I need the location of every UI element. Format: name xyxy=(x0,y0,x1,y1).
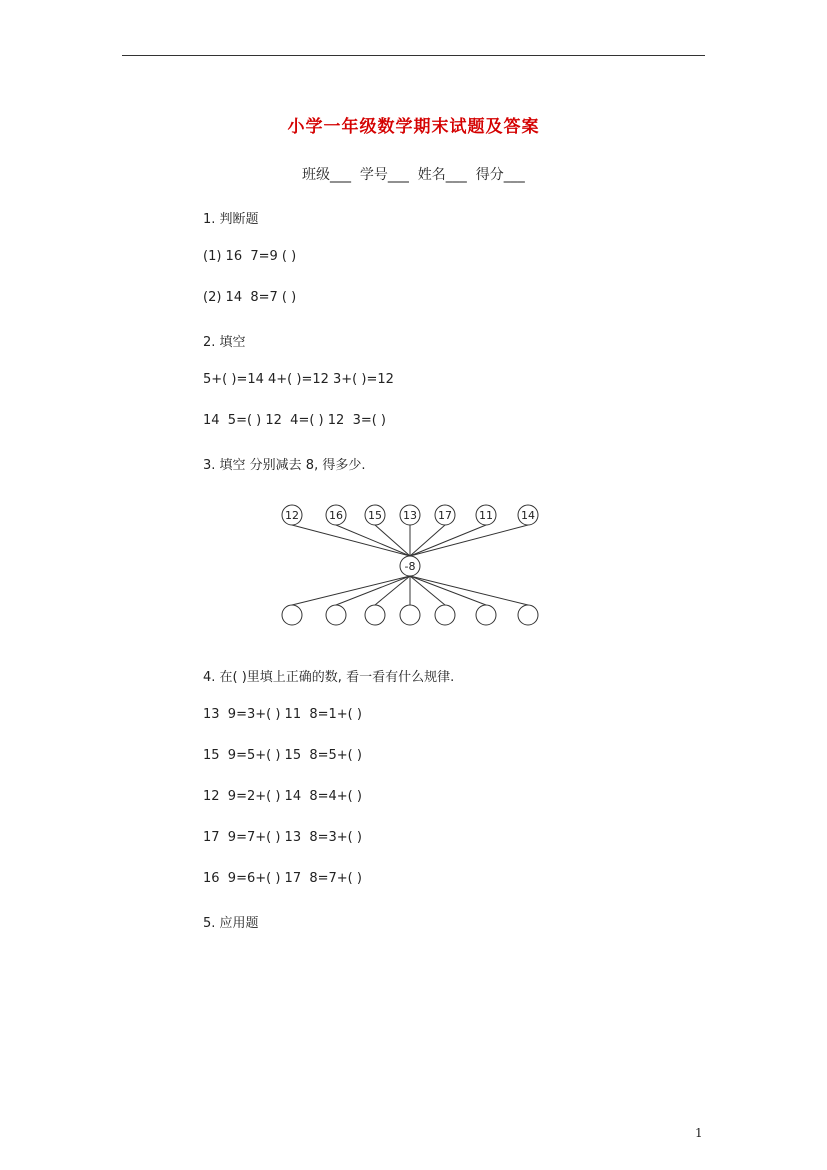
diagram-spoke-top xyxy=(336,525,410,556)
pattern-row-3: 12 9=2+( ) 14 8=4+( ) xyxy=(203,789,362,804)
diagram-top-number: 15 xyxy=(368,509,382,522)
pattern-row-4: 17 9=7+( ) 13 8=3+( ) xyxy=(203,830,362,845)
pattern-row-5: 16 9=6+( ) 17 8=7+( ) xyxy=(203,871,362,886)
diagram-top-number: 16 xyxy=(329,509,343,522)
diagram-answer-circle[interactable] xyxy=(435,605,455,625)
page-title: 小学一年级数学期末试题及答案 xyxy=(287,117,540,137)
subtract-eight-diagram xyxy=(270,495,560,635)
pattern-row-2: 15 9=5+( ) 15 8=5+( ) xyxy=(203,748,362,763)
pattern-row-1: 13 9=3+( ) 11 8=1+( ) xyxy=(203,707,362,722)
diagram-top-number: 17 xyxy=(438,509,452,522)
section-4-heading: 4. 在( )里填上正确的数, 看一看有什么规律. xyxy=(203,670,455,685)
diagram-top-number: 14 xyxy=(521,509,535,522)
diagram-spoke-bottom xyxy=(336,576,410,605)
diagram-spoke-top xyxy=(410,525,486,556)
diagram-answer-circle[interactable] xyxy=(282,605,302,625)
question-1-1: (1) 16 7=9 ( ) xyxy=(203,249,297,264)
diagram-answer-circle[interactable] xyxy=(476,605,496,625)
diagram-top-number: 11 xyxy=(479,509,493,522)
diagram-spoke-bottom xyxy=(410,576,486,605)
diagram-center-label: -8 xyxy=(404,560,416,573)
section-3-heading: 3. 填空 分别减去 8, 得多少. xyxy=(203,458,366,473)
header-rule xyxy=(122,55,705,56)
diagram-answer-circle[interactable] xyxy=(326,605,346,625)
diagram-answer-circle[interactable] xyxy=(518,605,538,625)
page-number: 1 xyxy=(695,1126,703,1140)
section-5-heading: 5. 应用题 xyxy=(203,916,259,931)
section-2-heading: 2. 填空 xyxy=(203,335,246,350)
section-1-heading: 1. 判断题 xyxy=(203,212,259,227)
fill-blank-row-1: 5+( )=14 4+( )=12 3+( )=12 xyxy=(203,372,394,387)
diagram-top-number: 13 xyxy=(403,509,417,522)
fill-blank-row-2: 14 5=( ) 12 4=( ) 12 3=( ) xyxy=(203,413,387,428)
diagram-answer-circle[interactable] xyxy=(365,605,385,625)
question-1-2: (2) 14 8=7 ( ) xyxy=(203,290,297,305)
diagram-top-number: 12 xyxy=(285,509,299,522)
student-info-line: 班级___ 学号___ 姓名___ 得分___ xyxy=(302,167,525,183)
diagram-answer-circle[interactable] xyxy=(400,605,420,625)
